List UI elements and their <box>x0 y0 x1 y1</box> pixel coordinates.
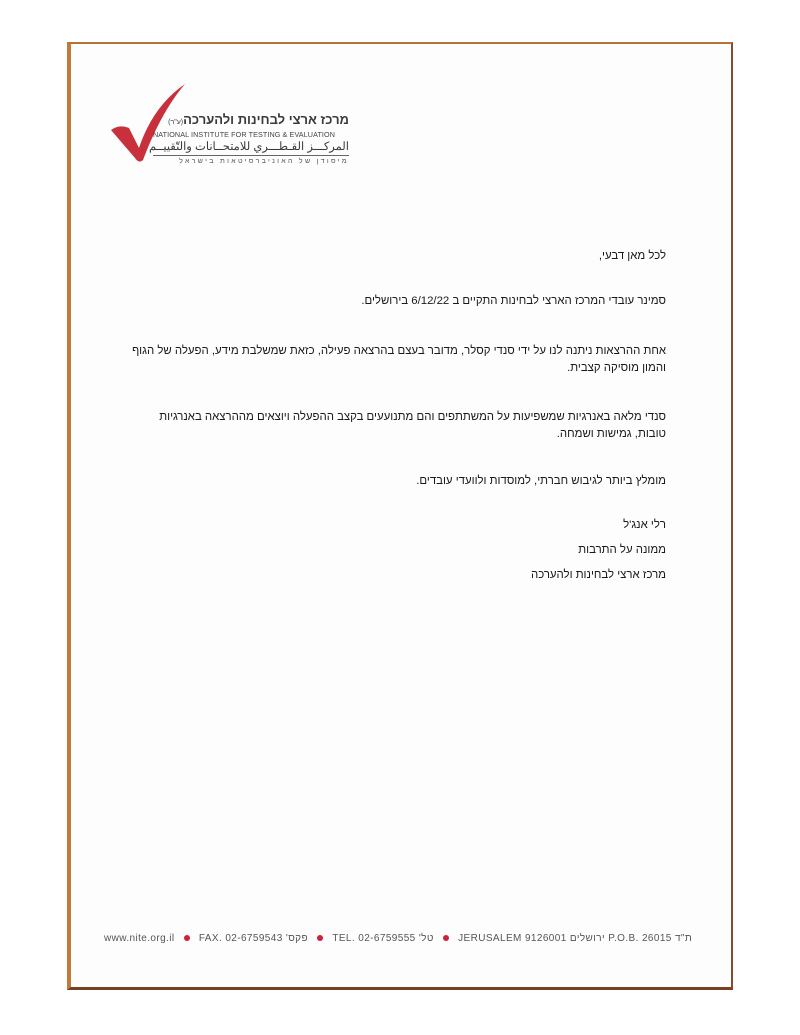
signature-block <box>106 517 666 584</box>
tel-number: 02-6759555 <box>358 933 416 944</box>
org-name-hebrew: מרכז ארצי לבחינות ולהערכה(ע"ר) <box>168 112 349 127</box>
letter-paragraph-2 <box>106 343 666 377</box>
fax-label: FAX. <box>198 933 223 944</box>
paragraph-text: סמינר עובדי המרכז הארצי לבחינות התקיים ב 6/12/22 בירושלים. <box>361 295 666 307</box>
signature-name: רלי אנג'ל <box>623 519 666 531</box>
signature-title: ממונה על התרבות <box>578 544 666 556</box>
org-name-english: NATIONAL INSTITUTE FOR TESTING & EVALUATION <box>153 130 336 139</box>
letter-page <box>67 42 733 990</box>
city-hebrew: ירושלים <box>569 933 605 944</box>
registered-mark: (ע"ר) <box>168 119 184 126</box>
paragraph-text: מומלץ ביותר לגיבוש חברתי, למוסדות ולוועדי עובדים. <box>416 475 666 487</box>
paragraph-text: סנדי מלאה באנרגיות שמשפיעות על המשתתפים והם מתנועעים בקצב ההפעלה ויוצאים מההרצאה באנרגיות טובות, גמישות ושמחה. <box>159 411 666 440</box>
letter-paragraph-4 <box>106 473 666 490</box>
pob-label: P.O.B. <box>608 933 639 944</box>
tel-label-hebrew: טל' <box>418 933 434 944</box>
letter-paragraph-1 <box>106 293 666 310</box>
zip-code: 9126001 <box>524 933 567 944</box>
tel-label: TEL. <box>332 933 356 944</box>
city-english: JERUSALEM <box>458 933 522 944</box>
separator-dot-icon <box>443 935 449 941</box>
separator-dot-icon <box>317 935 323 941</box>
pob-number: 26015 <box>641 933 672 944</box>
website-link[interactable]: www.nite.org.il <box>104 933 175 944</box>
letterhead-logo <box>109 78 349 178</box>
letter-paragraph-3 <box>126 409 666 443</box>
fax-label-hebrew: פקס' <box>285 933 308 944</box>
letterhead-text <box>148 112 349 167</box>
letterhead-footer <box>104 933 704 944</box>
pob-label-hebrew: ת"ד <box>674 933 693 944</box>
signature-organization: מרכז ארצי לבחינות ולהערכה <box>530 569 666 581</box>
paragraph-text: אחת ההרצאות ניתנה לנו על ידי סנדי קסלר, מדובר בעצם בהרצאה פעילה, כזאת שמשלבת מידע, הפעלה של הגוף והמון מוסיקה קצבית. <box>132 345 666 374</box>
letter-salutation <box>106 248 666 265</box>
org-name-arabic: المركـــز القـطـــري للامتحــانات والتّقييــم <box>153 140 349 156</box>
fax-number: 02-6759543 <box>225 933 283 944</box>
org-subtitle-hebrew: מיסודן של האוניברסיטאות בישראל <box>179 158 349 165</box>
separator-dot-icon <box>184 935 190 941</box>
salutation-text: לכל מאן דבעי, <box>598 250 666 262</box>
